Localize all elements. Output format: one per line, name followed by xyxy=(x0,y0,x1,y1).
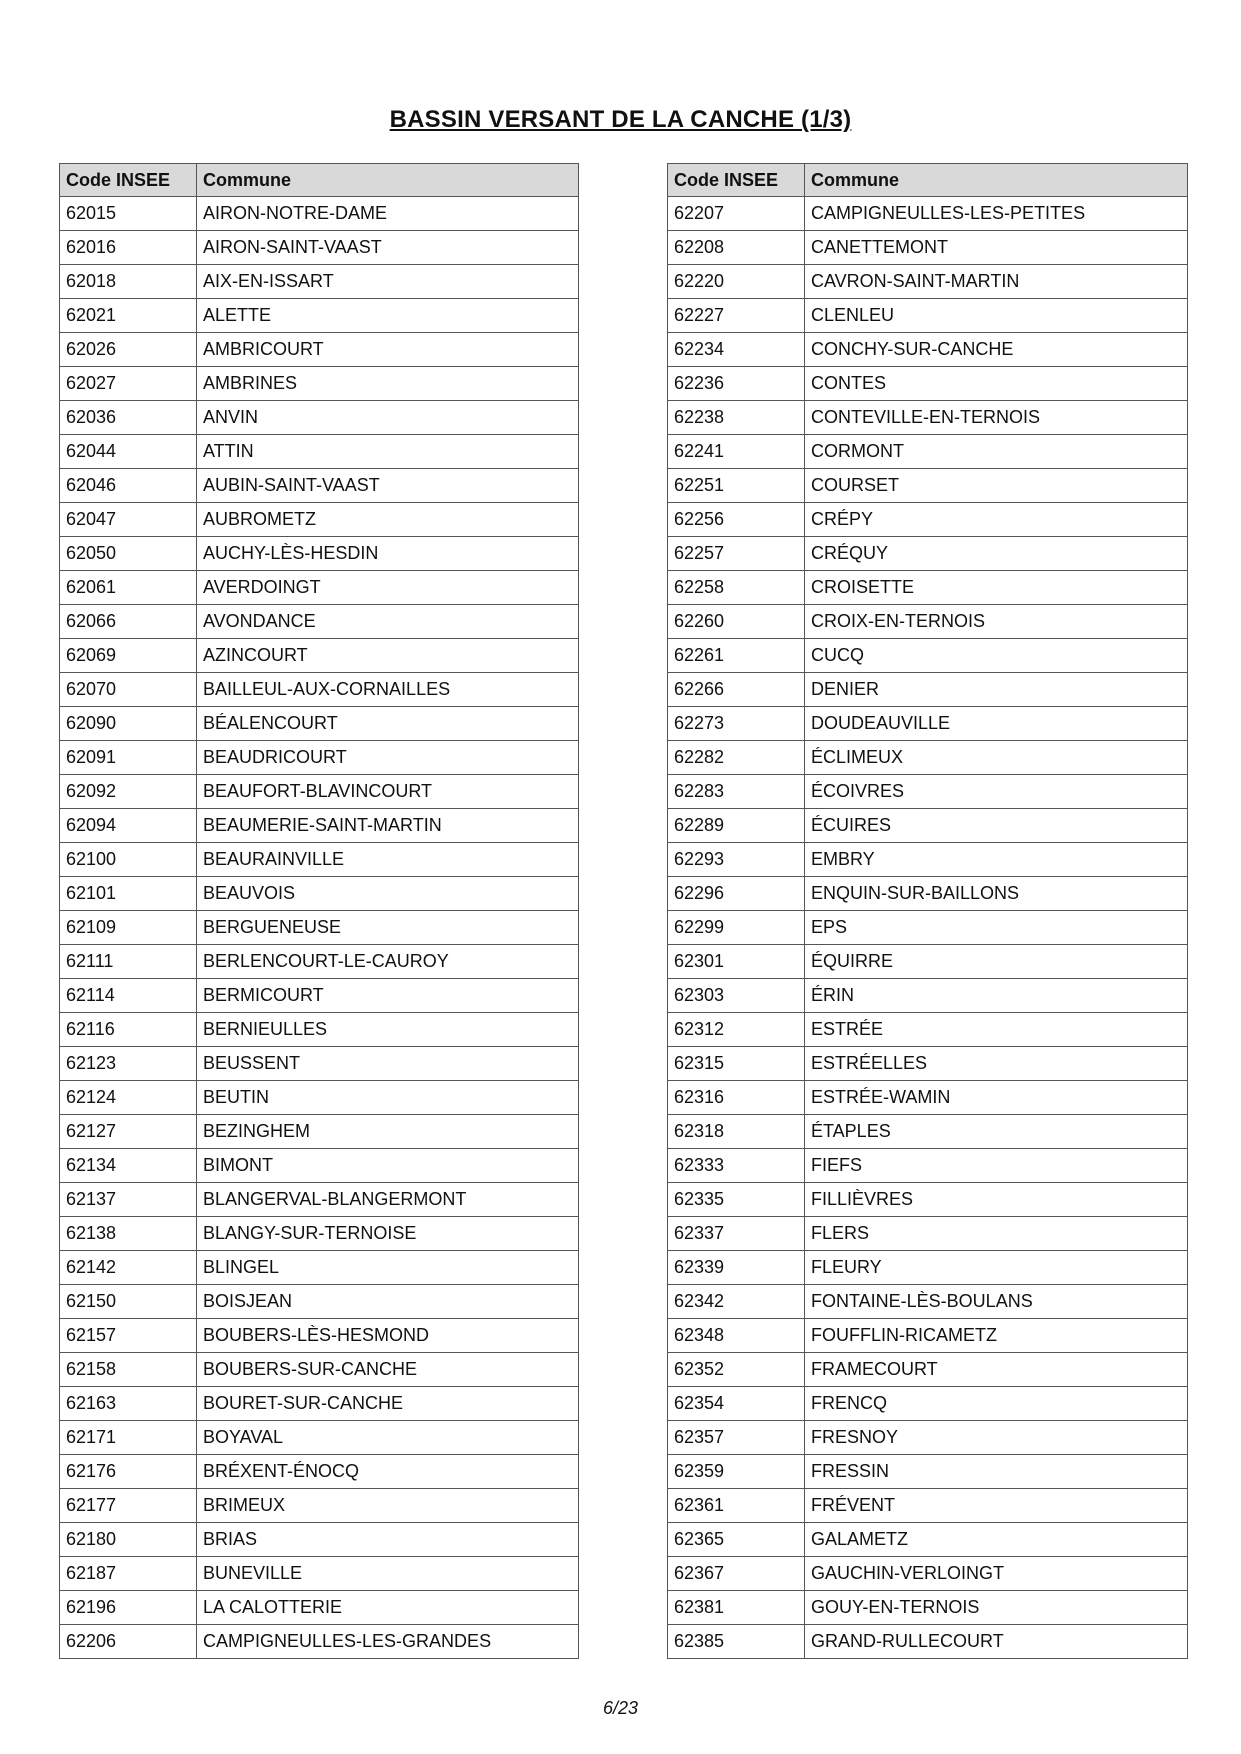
table-row xyxy=(60,979,579,1013)
commune-cell: ANVIN xyxy=(197,401,579,435)
table-row xyxy=(668,1557,1188,1591)
table-row xyxy=(668,1353,1188,1387)
table-row xyxy=(668,1081,1188,1115)
table-row xyxy=(668,1149,1188,1183)
code-insee-cell: 62318 xyxy=(668,1115,805,1149)
code-insee-cell: 62127 xyxy=(60,1115,197,1149)
table-row xyxy=(60,1047,579,1081)
commune-cell: BERMICOURT xyxy=(197,979,579,1013)
table-row xyxy=(60,1149,579,1183)
commune-cell: ÉCOIVRES xyxy=(805,775,1188,809)
table-row xyxy=(668,401,1188,435)
code-insee-cell: 62258 xyxy=(668,571,805,605)
table-row xyxy=(668,1115,1188,1149)
code-insee-cell: 62339 xyxy=(668,1251,805,1285)
table-row xyxy=(668,707,1188,741)
commune-cell: ESTRÉELLES xyxy=(805,1047,1188,1081)
code-insee-cell: 62016 xyxy=(60,231,197,265)
commune-cell: BOURET-SUR-CANCHE xyxy=(197,1387,579,1421)
table-row xyxy=(668,469,1188,503)
commune-cell: BERLENCOURT-LE-CAUROY xyxy=(197,945,579,979)
code-insee-cell: 62236 xyxy=(668,367,805,401)
table-row xyxy=(60,333,579,367)
code-insee-cell: 62027 xyxy=(60,367,197,401)
commune-cell: BEZINGHEM xyxy=(197,1115,579,1149)
table-row xyxy=(60,435,579,469)
table-row xyxy=(60,1013,579,1047)
commune-cell: AUBROMETZ xyxy=(197,503,579,537)
table-row xyxy=(60,299,579,333)
commune-cell: AUBIN-SAINT-VAAST xyxy=(197,469,579,503)
commune-cell: ÉTAPLES xyxy=(805,1115,1188,1149)
commune-cell: BLINGEL xyxy=(197,1251,579,1285)
table-row xyxy=(668,1319,1188,1353)
commune-cell: CONTES xyxy=(805,367,1188,401)
commune-cell: FRAMECOURT xyxy=(805,1353,1188,1387)
commune-cell: BAILLEUL-AUX-CORNAILLES xyxy=(197,673,579,707)
commune-cell: AVERDOINGT xyxy=(197,571,579,605)
commune-cell: COURSET xyxy=(805,469,1188,503)
code-insee-cell: 62114 xyxy=(60,979,197,1013)
table-row xyxy=(60,1183,579,1217)
table-row xyxy=(668,435,1188,469)
code-insee-cell: 62238 xyxy=(668,401,805,435)
code-insee-cell: 62260 xyxy=(668,605,805,639)
header-code-insee: Code INSEE xyxy=(60,164,197,197)
commune-cell: BOUBERS-SUR-CANCHE xyxy=(197,1353,579,1387)
table-row xyxy=(60,1081,579,1115)
table-row xyxy=(668,775,1188,809)
table-header-row xyxy=(60,164,579,197)
table-row xyxy=(668,1591,1188,1625)
code-insee-cell: 62036 xyxy=(60,401,197,435)
code-insee-cell: 62157 xyxy=(60,1319,197,1353)
code-insee-cell: 62116 xyxy=(60,1013,197,1047)
commune-cell: BEAUMERIE-SAINT-MARTIN xyxy=(197,809,579,843)
table-row xyxy=(60,605,579,639)
code-insee-cell: 62150 xyxy=(60,1285,197,1319)
table-row xyxy=(60,639,579,673)
code-insee-cell: 62109 xyxy=(60,911,197,945)
code-insee-cell: 62207 xyxy=(668,197,805,231)
table-row xyxy=(668,333,1188,367)
commune-cell: AZINCOURT xyxy=(197,639,579,673)
commune-cell: FRENCQ xyxy=(805,1387,1188,1421)
code-insee-cell: 62333 xyxy=(668,1149,805,1183)
table-row xyxy=(60,809,579,843)
table-row xyxy=(60,469,579,503)
table-row xyxy=(60,1591,579,1625)
commune-cell: BIMONT xyxy=(197,1149,579,1183)
table-row xyxy=(60,1387,579,1421)
commune-cell: BUNEVILLE xyxy=(197,1557,579,1591)
table-row xyxy=(668,367,1188,401)
table-row xyxy=(60,1285,579,1319)
table-row xyxy=(60,367,579,401)
table-row xyxy=(60,265,579,299)
table-row xyxy=(60,1523,579,1557)
commune-cell: CRÉQUY xyxy=(805,537,1188,571)
code-insee-cell: 62257 xyxy=(668,537,805,571)
commune-cell: AIRON-SAINT-VAAST xyxy=(197,231,579,265)
commune-cell: FOUFFLIN-RICAMETZ xyxy=(805,1319,1188,1353)
table-row xyxy=(60,945,579,979)
code-insee-cell: 62069 xyxy=(60,639,197,673)
table-row xyxy=(668,1251,1188,1285)
code-insee-cell: 62266 xyxy=(668,673,805,707)
code-insee-cell: 62299 xyxy=(668,911,805,945)
code-insee-cell: 62015 xyxy=(60,197,197,231)
code-insee-cell: 62094 xyxy=(60,809,197,843)
code-insee-cell: 62196 xyxy=(60,1591,197,1625)
code-insee-cell: 62282 xyxy=(668,741,805,775)
code-insee-cell: 62227 xyxy=(668,299,805,333)
code-insee-cell: 62142 xyxy=(60,1251,197,1285)
code-insee-cell: 62241 xyxy=(668,435,805,469)
table-row xyxy=(60,1319,579,1353)
code-insee-cell: 62134 xyxy=(60,1149,197,1183)
commune-cell: BOYAVAL xyxy=(197,1421,579,1455)
table-row xyxy=(668,503,1188,537)
code-insee-cell: 62177 xyxy=(60,1489,197,1523)
code-insee-cell: 62066 xyxy=(60,605,197,639)
code-insee-cell: 62335 xyxy=(668,1183,805,1217)
code-insee-cell: 62047 xyxy=(60,503,197,537)
commune-cell: AVONDANCE xyxy=(197,605,579,639)
commune-cell: BLANGY-SUR-TERNOISE xyxy=(197,1217,579,1251)
commune-cell: ATTIN xyxy=(197,435,579,469)
commune-cell: FLEURY xyxy=(805,1251,1188,1285)
table-row xyxy=(668,945,1188,979)
code-insee-cell: 62101 xyxy=(60,877,197,911)
commune-cell: FRESSIN xyxy=(805,1455,1188,1489)
code-insee-cell: 62342 xyxy=(668,1285,805,1319)
commune-cell: AIRON-NOTRE-DAME xyxy=(197,197,579,231)
code-insee-cell: 62234 xyxy=(668,333,805,367)
code-insee-cell: 62256 xyxy=(668,503,805,537)
commune-cell: ENQUIN-SUR-BAILLONS xyxy=(805,877,1188,911)
commune-cell: FLERS xyxy=(805,1217,1188,1251)
code-insee-cell: 62303 xyxy=(668,979,805,1013)
commune-cell: CAMPIGNEULLES-LES-GRANDES xyxy=(197,1625,579,1659)
code-insee-cell: 62187 xyxy=(60,1557,197,1591)
code-insee-cell: 62137 xyxy=(60,1183,197,1217)
code-insee-cell: 62044 xyxy=(60,435,197,469)
code-insee-cell: 62180 xyxy=(60,1523,197,1557)
communes-table-left xyxy=(59,163,579,1659)
commune-cell: AIX-EN-ISSART xyxy=(197,265,579,299)
table-row xyxy=(668,299,1188,333)
code-insee-cell: 62315 xyxy=(668,1047,805,1081)
code-insee-cell: 62381 xyxy=(668,1591,805,1625)
table-row xyxy=(668,1387,1188,1421)
code-insee-cell: 62352 xyxy=(668,1353,805,1387)
code-insee-cell: 62138 xyxy=(60,1217,197,1251)
commune-cell: FIEFS xyxy=(805,1149,1188,1183)
table-row xyxy=(668,1489,1188,1523)
commune-cell: FRÉVENT xyxy=(805,1489,1188,1523)
code-insee-cell: 62050 xyxy=(60,537,197,571)
code-insee-cell: 62385 xyxy=(668,1625,805,1659)
table-row xyxy=(60,1421,579,1455)
commune-cell: CROISETTE xyxy=(805,571,1188,605)
table-row xyxy=(60,537,579,571)
table-row xyxy=(60,231,579,265)
header-code-insee: Code INSEE xyxy=(668,164,805,197)
commune-cell: ESTRÉE xyxy=(805,1013,1188,1047)
code-insee-cell: 62283 xyxy=(668,775,805,809)
table-row xyxy=(668,843,1188,877)
table-row xyxy=(60,1353,579,1387)
code-insee-cell: 62316 xyxy=(668,1081,805,1115)
table-row xyxy=(668,979,1188,1013)
code-insee-cell: 62070 xyxy=(60,673,197,707)
commune-cell: ALETTE xyxy=(197,299,579,333)
commune-cell: CAVRON-SAINT-MARTIN xyxy=(805,265,1188,299)
code-insee-cell: 62100 xyxy=(60,843,197,877)
commune-cell: ÉQUIRRE xyxy=(805,945,1188,979)
commune-cell: CANETTEMONT xyxy=(805,231,1188,265)
code-insee-cell: 62158 xyxy=(60,1353,197,1387)
commune-cell: BEUTIN xyxy=(197,1081,579,1115)
code-insee-cell: 62348 xyxy=(668,1319,805,1353)
commune-cell: ÉCLIMEUX xyxy=(805,741,1188,775)
commune-cell: DENIER xyxy=(805,673,1188,707)
commune-cell: FRESNOY xyxy=(805,1421,1188,1455)
code-insee-cell: 62296 xyxy=(668,877,805,911)
table-row xyxy=(668,673,1188,707)
code-insee-cell: 62171 xyxy=(60,1421,197,1455)
table-row xyxy=(668,265,1188,299)
table-row xyxy=(668,537,1188,571)
code-insee-cell: 62018 xyxy=(60,265,197,299)
table-row xyxy=(60,1251,579,1285)
table-row xyxy=(668,639,1188,673)
code-insee-cell: 62092 xyxy=(60,775,197,809)
table-row xyxy=(60,877,579,911)
code-insee-cell: 62111 xyxy=(60,945,197,979)
table-row xyxy=(668,1217,1188,1251)
code-insee-cell: 62293 xyxy=(668,843,805,877)
commune-cell: BEAUFORT-BLAVINCOURT xyxy=(197,775,579,809)
code-insee-cell: 62251 xyxy=(668,469,805,503)
commune-cell: BEUSSENT xyxy=(197,1047,579,1081)
code-insee-cell: 62124 xyxy=(60,1081,197,1115)
commune-cell: DOUDEAUVILLE xyxy=(805,707,1188,741)
code-insee-cell: 62176 xyxy=(60,1455,197,1489)
commune-cell: AUCHY-LÈS-HESDIN xyxy=(197,537,579,571)
commune-cell: CAMPIGNEULLES-LES-PETITES xyxy=(805,197,1188,231)
header-commune: Commune xyxy=(197,164,579,197)
code-insee-cell: 62312 xyxy=(668,1013,805,1047)
table-row xyxy=(668,605,1188,639)
commune-cell: AMBRICOURT xyxy=(197,333,579,367)
page-title: BASSIN VERSANT DE LA CANCHE (1/3) xyxy=(389,106,852,133)
commune-cell: BOUBERS-LÈS-HESMOND xyxy=(197,1319,579,1353)
table-body-left xyxy=(60,197,579,1659)
table-row xyxy=(60,1625,579,1659)
table-body-right xyxy=(668,197,1188,1659)
table-row xyxy=(60,1455,579,1489)
code-insee-cell: 62046 xyxy=(60,469,197,503)
commune-cell: BEAUVOIS xyxy=(197,877,579,911)
code-insee-cell: 62123 xyxy=(60,1047,197,1081)
table-row xyxy=(60,741,579,775)
table-row xyxy=(60,1557,579,1591)
code-insee-cell: 62206 xyxy=(60,1625,197,1659)
table-row xyxy=(668,809,1188,843)
table-row xyxy=(668,1625,1188,1659)
commune-cell: BÉALENCOURT xyxy=(197,707,579,741)
code-insee-cell: 62359 xyxy=(668,1455,805,1489)
table-row xyxy=(668,911,1188,945)
commune-cell: BRIMEUX xyxy=(197,1489,579,1523)
code-insee-cell: 62361 xyxy=(668,1489,805,1523)
commune-cell: ÉRIN xyxy=(805,979,1188,1013)
commune-cell: CORMONT xyxy=(805,435,1188,469)
code-insee-cell: 62026 xyxy=(60,333,197,367)
table-row xyxy=(60,911,579,945)
commune-cell: BRIAS xyxy=(197,1523,579,1557)
code-insee-cell: 62357 xyxy=(668,1421,805,1455)
code-insee-cell: 62208 xyxy=(668,231,805,265)
header-commune: Commune xyxy=(805,164,1188,197)
code-insee-cell: 62090 xyxy=(60,707,197,741)
table-row xyxy=(60,503,579,537)
code-insee-cell: 62261 xyxy=(668,639,805,673)
code-insee-cell: 62301 xyxy=(668,945,805,979)
code-insee-cell: 62061 xyxy=(60,571,197,605)
commune-cell: EMBRY xyxy=(805,843,1188,877)
code-insee-cell: 62289 xyxy=(668,809,805,843)
commune-cell: FILLIÈVRES xyxy=(805,1183,1188,1217)
commune-cell: BEAUDRICOURT xyxy=(197,741,579,775)
commune-cell: CUCQ xyxy=(805,639,1188,673)
commune-cell: GRAND-RULLECOURT xyxy=(805,1625,1188,1659)
table-row xyxy=(668,1455,1188,1489)
commune-cell: AMBRINES xyxy=(197,367,579,401)
table-row xyxy=(668,877,1188,911)
table-row xyxy=(668,1047,1188,1081)
code-insee-cell: 62163 xyxy=(60,1387,197,1421)
commune-cell: BEAURAINVILLE xyxy=(197,843,579,877)
commune-cell: BERGUENEUSE xyxy=(197,911,579,945)
table-row xyxy=(60,1115,579,1149)
table-row xyxy=(668,1285,1188,1319)
table-header-row xyxy=(668,164,1188,197)
commune-cell: LA CALOTTERIE xyxy=(197,1591,579,1625)
commune-cell: BERNIEULLES xyxy=(197,1013,579,1047)
code-insee-cell: 62273 xyxy=(668,707,805,741)
table-row xyxy=(60,707,579,741)
code-insee-cell: 62220 xyxy=(668,265,805,299)
table-row xyxy=(668,741,1188,775)
table-row xyxy=(668,1183,1188,1217)
commune-cell: GOUY-EN-TERNOIS xyxy=(805,1591,1188,1625)
commune-cell: CONCHY-SUR-CANCHE xyxy=(805,333,1188,367)
table-row xyxy=(668,1013,1188,1047)
table-row xyxy=(60,843,579,877)
commune-cell: CONTEVILLE-EN-TERNOIS xyxy=(805,401,1188,435)
commune-cell: EPS xyxy=(805,911,1188,945)
table-row xyxy=(60,197,579,231)
code-insee-cell: 62365 xyxy=(668,1523,805,1557)
table-row xyxy=(668,231,1188,265)
commune-cell: FONTAINE-LÈS-BOULANS xyxy=(805,1285,1188,1319)
table-row xyxy=(668,571,1188,605)
code-insee-cell: 62354 xyxy=(668,1387,805,1421)
commune-cell: ESTRÉE-WAMIN xyxy=(805,1081,1188,1115)
commune-cell: CRÉPY xyxy=(805,503,1188,537)
table-row xyxy=(668,197,1188,231)
commune-cell: GALAMETZ xyxy=(805,1523,1188,1557)
page-number: 6/23 xyxy=(602,1698,639,1718)
commune-cell: ÉCUIRES xyxy=(805,809,1188,843)
code-insee-cell: 62337 xyxy=(668,1217,805,1251)
table-row xyxy=(60,1217,579,1251)
table-row xyxy=(60,401,579,435)
table-row xyxy=(60,673,579,707)
code-insee-cell: 62021 xyxy=(60,299,197,333)
communes-table-right xyxy=(667,163,1188,1659)
table-row xyxy=(668,1421,1188,1455)
table-row xyxy=(60,571,579,605)
commune-cell: CLENLEU xyxy=(805,299,1188,333)
table-row xyxy=(668,1523,1188,1557)
commune-cell: BOISJEAN xyxy=(197,1285,579,1319)
commune-cell: BLANGERVAL-BLANGERMONT xyxy=(197,1183,579,1217)
commune-cell: GAUCHIN-VERLOINGT xyxy=(805,1557,1188,1591)
table-row xyxy=(60,1489,579,1523)
commune-cell: CROIX-EN-TERNOIS xyxy=(805,605,1188,639)
code-insee-cell: 62367 xyxy=(668,1557,805,1591)
commune-cell: BRÉXENT-ÉNOCQ xyxy=(197,1455,579,1489)
code-insee-cell: 62091 xyxy=(60,741,197,775)
table-row xyxy=(60,775,579,809)
